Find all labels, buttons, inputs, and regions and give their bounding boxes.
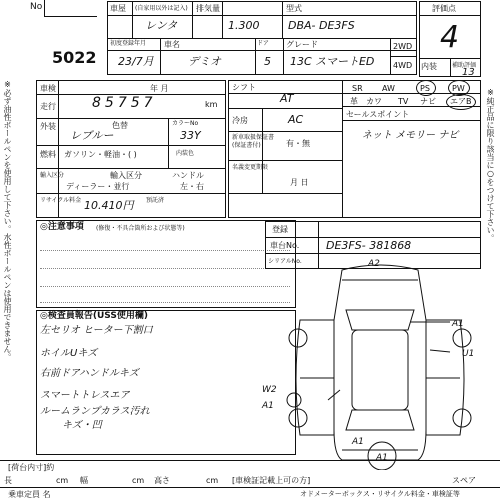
fuel-value: ガソリン・軽油・( ) <box>64 150 137 159</box>
mark-u1: U1 <box>462 349 475 359</box>
footer-notes: オドメーターボックス・リサイクル料金・車検証等 <box>300 490 460 498</box>
shaken-value: 年 月 <box>150 84 169 93</box>
mileage-unit: km <box>205 100 218 109</box>
equip-navi: ナビ <box>420 97 436 106</box>
shift-label: シフト <box>232 83 256 92</box>
side-note-right: ※純正品に限り該当に○をつけて下さい。 <box>486 88 495 242</box>
doors-label: ドア <box>257 40 269 47</box>
notes-box <box>36 220 296 308</box>
footer-height: 高さ <box>154 476 170 485</box>
mileage-value: 85757 <box>92 95 157 111</box>
side-note-left: ※必ず油性ボールペンを使用して下さい。水性ボールペンは使用できません。 <box>3 80 12 361</box>
grade-label: 評価点 <box>432 4 456 13</box>
vehicle-type-label: 車屋 <box>110 4 126 13</box>
car-diagram <box>280 260 480 470</box>
frame-value: DE3FS- 381868 <box>326 239 412 252</box>
footer-cm1: cm <box>56 476 69 485</box>
owner-change-label: 名義変更期限 <box>232 164 269 171</box>
reg-value: 23/7月 <box>118 55 154 68</box>
model-label: 型式 <box>286 4 302 13</box>
name-value: デミオ <box>188 55 221 68</box>
report-line-2: ホイルUキズ <box>40 348 98 359</box>
equip-ps: PS <box>420 84 430 93</box>
inspector-value: 13 <box>462 67 475 78</box>
manual-value: 有・無 <box>286 139 310 148</box>
ac-label: 冷房 <box>232 116 248 125</box>
equip-pw: PW <box>452 84 465 93</box>
color-change-label: 色替 <box>112 121 128 130</box>
equip-airbag: エアB <box>450 97 472 106</box>
color-no-value: 33Y <box>180 129 201 142</box>
trim-label: グレード <box>286 40 318 49</box>
owner-change-value: 月 日 <box>290 178 309 187</box>
manual-label: 新車取扱保証書 <box>232 134 275 141</box>
equip-tv: TV <box>398 97 409 106</box>
recycle-label: リサイクル料金 <box>40 197 82 204</box>
footer-cm3: cm <box>206 476 219 485</box>
displacement-label: 排気量 <box>196 4 220 13</box>
reg-label: 初度登録年月 <box>110 40 147 47</box>
drive-4wd: 4WD <box>393 61 413 70</box>
handle-value: 左・右 <box>180 182 204 191</box>
footer-spare: スペア <box>452 476 476 485</box>
sales-point-value: ネット メモリー ナビ <box>362 130 459 141</box>
mark-a1-bottom: A1 <box>376 453 388 463</box>
mark-w2: W2 <box>262 385 277 395</box>
recycle-value: 10.410円 <box>84 199 134 212</box>
model-value: DBA- DE3FS <box>288 19 355 32</box>
frame-label: 車台No. <box>270 241 300 250</box>
header-no-label: No <box>30 2 43 12</box>
drive-2wd: 2WD <box>393 42 413 51</box>
report-label: ◎検査員報告(USS使用欄) <box>40 311 148 321</box>
mark-a1-left: A1 <box>262 401 274 411</box>
mark-a2: A2 <box>368 259 380 269</box>
vehicle-type-sub: (自家用以外は記入) <box>135 5 188 12</box>
fuel-label: 燃料 <box>40 150 56 159</box>
footer-cargo-label: [荷台内寸]約 <box>8 463 55 472</box>
equip-sr: SR <box>352 84 363 93</box>
recycle-note: 預託済 <box>146 197 165 204</box>
mark-a1-right: A1 <box>452 319 464 329</box>
import-label: 輸入区分 <box>110 171 142 180</box>
manual-sub: (保証書付) <box>232 142 261 149</box>
equip-leather: 革 <box>350 97 358 106</box>
report-line-6: キズ・凹 <box>62 420 102 431</box>
exterior-label: 外装 <box>40 122 56 131</box>
notes-label: ◎注意事項 <box>40 222 84 232</box>
trim-value: 13C スマートED <box>290 55 375 68</box>
report-line-3: 右前ドアハンドルキズ <box>40 368 139 379</box>
import-value: ディーラー・並行 <box>66 182 130 191</box>
registration-label: 登録 <box>272 225 288 234</box>
report-line-5: ルームランプカラス汚れ <box>40 406 150 417</box>
mark-a1-rear: A1 <box>352 437 364 447</box>
lot-number: 5022 <box>52 48 97 67</box>
vehicle-type-value: レンタ <box>145 19 178 32</box>
report-line-1: 左セリオ ヒーター下割口 <box>40 325 153 336</box>
shift-value: AT <box>280 92 294 105</box>
grade-value: 4 <box>440 20 460 55</box>
doors-value: 5 <box>264 55 271 68</box>
sales-point-label: セールスポイント <box>346 110 410 119</box>
shaken-label: 車検 <box>40 84 56 93</box>
header-no-box <box>44 0 97 17</box>
footer-cm2: cm <box>132 476 145 485</box>
color-value: レブルー <box>70 129 114 142</box>
serial-label: シリアルNo. <box>268 258 302 265</box>
name-label: 車名 <box>164 40 180 49</box>
footer-long: 長 <box>4 476 12 485</box>
report-line-4: スマートトレスエア <box>40 390 130 401</box>
notes-sub: (修復・不具合箇所および状態等) <box>96 225 185 232</box>
equip-circle-airbag <box>446 94 476 110</box>
equip-aw: AW <box>382 84 395 93</box>
displacement-value: 1.300 <box>228 19 260 32</box>
inspector-label: 補助評価 <box>452 62 477 69</box>
history-label: 輸入区分 <box>40 172 65 179</box>
mileage-label: 走行 <box>40 102 56 111</box>
equip-circle-ps <box>416 80 436 96</box>
footer-width: 幅 <box>80 476 88 485</box>
footer-capacity: 乗車定員 名 <box>8 490 51 499</box>
footer-cert: [車検証記載上可の方] <box>232 476 311 485</box>
equip-kawa: カワ <box>366 97 382 106</box>
ac-value: AC <box>288 113 304 126</box>
interior-label: 内装 <box>421 62 437 71</box>
color-no-label: カラーNo <box>172 120 199 127</box>
interior-color-label: 内装色 <box>176 150 195 157</box>
handle-label: ハンドル <box>172 171 204 180</box>
